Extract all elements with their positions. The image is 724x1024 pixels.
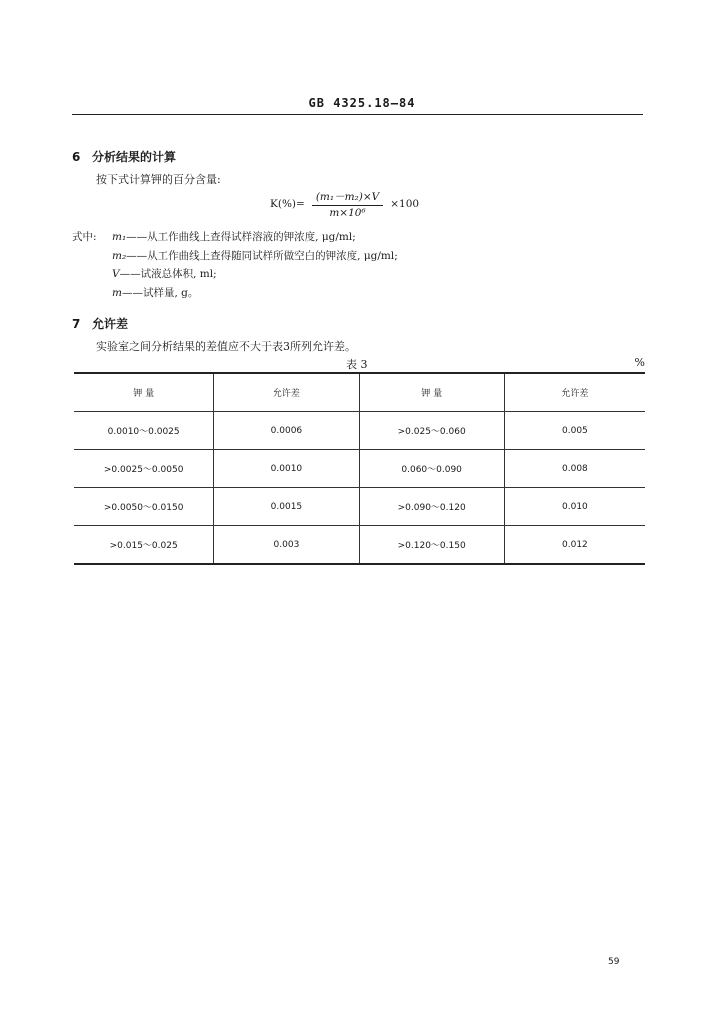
where-label: 式中: xyxy=(72,231,97,243)
definition-text: ——试样量, g。 xyxy=(121,286,199,299)
table-cell: 0.003 xyxy=(214,526,359,565)
table-cell: 0.0006 xyxy=(214,412,359,450)
definition-m1 xyxy=(72,228,398,247)
formula-numerator: (m₁－m₂)×V xyxy=(312,189,383,206)
section-6-intro: 按下式计算钾的百分含量: xyxy=(96,173,221,186)
definition-symbol: V xyxy=(112,268,120,280)
table-cell: >0.090～0.120 xyxy=(359,488,504,526)
formula-lhs: K(%)= xyxy=(270,198,305,210)
table-row xyxy=(74,450,645,488)
section-6-title: 分析结果的计算 xyxy=(92,150,177,164)
table-cell: 0.005 xyxy=(504,412,645,450)
section-7-number: 7 xyxy=(72,317,81,331)
table-cell: 0.0015 xyxy=(214,488,359,526)
table-cell: 0.008 xyxy=(504,450,645,488)
definition-text: ——从工作曲线上查得试样溶液的钾浓度, μg/ml; xyxy=(126,231,356,243)
variable-definitions xyxy=(72,228,398,302)
header-rule xyxy=(72,114,643,115)
table-cell: >0.0050～0.0150 xyxy=(74,488,214,526)
table-cell: 0.0010～0.0025 xyxy=(74,412,214,450)
table-cell: 0.012 xyxy=(504,526,645,565)
section-7-heading xyxy=(72,315,128,332)
table-cell: 0.010 xyxy=(504,488,645,526)
table-cell: >0.025～0.060 xyxy=(359,412,504,450)
definition-symbol: m₁ xyxy=(112,231,127,243)
table-caption: 表 3 xyxy=(346,358,368,371)
definition-m xyxy=(72,284,398,303)
definition-text: ——从工作曲线上查得随同试样所做空白的钾浓度, μg/ml; xyxy=(126,249,398,262)
definition-symbol: m xyxy=(112,286,122,299)
table-cell: >0.015～0.025 xyxy=(74,526,214,565)
definition-text: ——试液总体积, ml; xyxy=(119,268,217,280)
table-cell: >0.0025～0.0050 xyxy=(74,450,214,488)
table-row xyxy=(74,488,645,526)
column-header: 钾 量 xyxy=(74,373,214,412)
column-header: 允许差 xyxy=(214,373,359,412)
page-number: 59 xyxy=(608,957,620,967)
table-row xyxy=(74,412,645,450)
definition-v xyxy=(72,265,398,284)
column-header: 钾 量 xyxy=(359,373,504,412)
section-6-number: 6 xyxy=(72,150,81,164)
definition-symbol: m₂ xyxy=(112,249,127,262)
section-6-heading xyxy=(72,148,176,165)
table-header-row xyxy=(74,373,645,412)
column-header: 允许差 xyxy=(504,373,645,412)
table-cell: 0.060～0.090 xyxy=(359,450,504,488)
section-7-title: 允许差 xyxy=(92,317,129,331)
standard-number-header: GB 4325.18—84 xyxy=(308,96,416,110)
table-cell: 0.0010 xyxy=(214,450,359,488)
table-row xyxy=(74,526,645,565)
formula-fraction xyxy=(312,189,383,219)
definition-m2 xyxy=(72,247,398,266)
formula-multiplier: ×100 xyxy=(390,198,420,210)
potassium-formula xyxy=(270,189,419,219)
formula-denominator: m×10⁶ xyxy=(329,207,366,219)
table-cell: >0.120～0.150 xyxy=(359,526,504,565)
table-unit: % xyxy=(634,356,645,369)
section-7-intro: 实验室之间分析结果的差值应不大于表3所列允许差。 xyxy=(96,340,356,353)
tolerance-table xyxy=(74,372,645,565)
